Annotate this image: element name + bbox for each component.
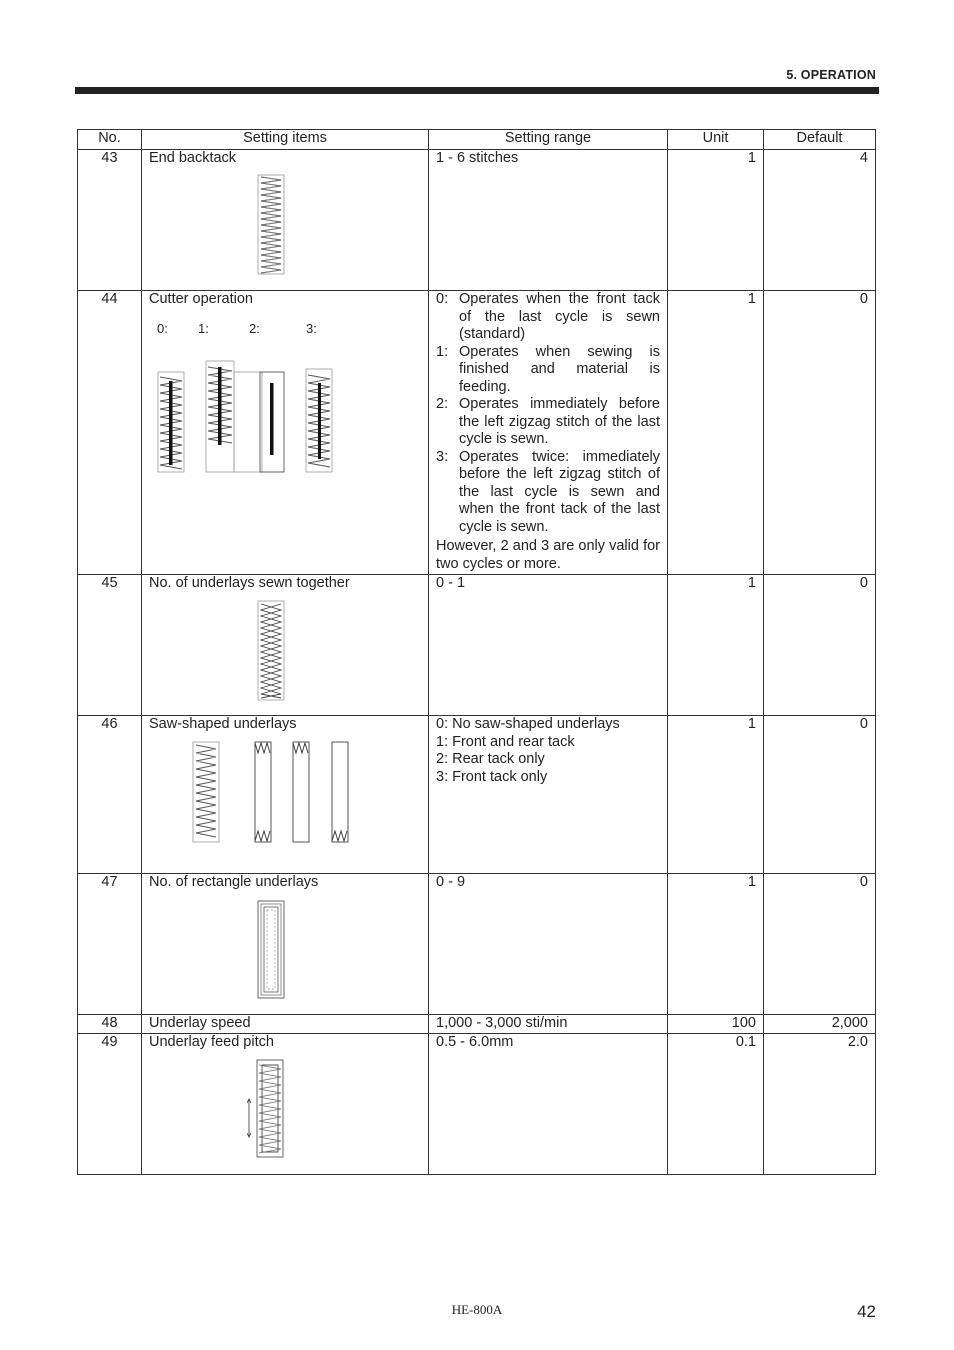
setting-item-label: Cutter operation	[149, 291, 253, 307]
table-header-row	[78, 130, 876, 150]
default-cell: 0	[764, 291, 876, 575]
range-option: 2: Operates immediately before the left zigzag stitch of the last cycle is sewn.	[436, 396, 660, 447]
unit-cell: 1	[668, 291, 764, 575]
setting-item-cell	[142, 150, 429, 291]
range-line: 1: Front and rear tack	[436, 733, 575, 750]
option-label: 1:	[198, 320, 209, 336]
option-label: 0:	[157, 320, 168, 336]
section-label: 5. OPERATION	[786, 68, 876, 82]
rectangle-underlays-illustration	[257, 900, 421, 1000]
table-row	[78, 716, 876, 874]
header-rule	[75, 87, 879, 94]
table-row	[78, 874, 876, 1015]
setting-range-cell: 0 - 1	[429, 575, 668, 716]
setting-item-cell	[142, 716, 429, 874]
row-number: 47	[78, 874, 142, 1015]
table-row	[78, 291, 876, 575]
unit-cell: 1	[668, 874, 764, 1015]
range-option: 1: Operates when sewing is finished and material is feeding.	[436, 343, 660, 395]
unit-cell: 1	[668, 716, 764, 874]
row-number: 46	[78, 716, 142, 874]
table-row	[78, 1015, 876, 1034]
end-backtack-illustration	[257, 174, 421, 276]
footer-model: HE-800A	[451, 1302, 503, 1317]
settings-table	[77, 129, 876, 1175]
setting-range-cell	[429, 291, 668, 575]
range-line: 3: Front tack only	[436, 768, 548, 785]
table-row	[78, 150, 876, 291]
cutter-operation-illustration	[156, 359, 421, 475]
row-number: 45	[78, 575, 142, 716]
saw-shaped-underlays-illustration	[192, 741, 421, 845]
header-default: Default	[764, 130, 876, 150]
setting-item-cell	[142, 874, 429, 1015]
setting-item-label: Saw-shaped underlays	[149, 716, 297, 732]
unit-cell: 1	[668, 575, 764, 716]
header-setting-items: Setting items	[142, 130, 429, 150]
default-cell: 2.0	[764, 1033, 876, 1174]
setting-item-cell	[142, 291, 429, 575]
table-row	[78, 575, 876, 716]
setting-item-label: Underlay feed pitch	[149, 1033, 274, 1050]
default-cell: 4	[764, 150, 876, 291]
default-cell: 0	[764, 575, 876, 716]
setting-range-cell: 0.5 - 6.0mm	[429, 1033, 668, 1174]
unit-cell: 1	[668, 150, 764, 291]
setting-range-cell	[429, 716, 668, 874]
range-line: 0: No saw-shaped underlays	[436, 716, 620, 732]
setting-item-label: No. of underlays sewn together	[149, 575, 350, 591]
default-cell: 0	[764, 874, 876, 1015]
unit-cell: 0.1	[668, 1033, 764, 1174]
cutter-range-list	[436, 291, 660, 536]
setting-item-label: End backtack	[149, 150, 237, 166]
setting-item-cell	[142, 1033, 429, 1174]
setting-range-cell: 0 - 9	[429, 874, 668, 1015]
setting-item-label: No. of rectangle underlays	[149, 874, 319, 890]
cutter-option-labels	[149, 320, 421, 338]
range-option: 3: Operates twice: immediately before the left zigzag stitch of the last cycle is sewn and when the front tack of the last cycle is sewn.	[436, 448, 660, 535]
range-option: 0: Operates when the front tack of the last cycle is sewn (standard)	[436, 291, 660, 342]
range-line: 2: Rear tack only	[436, 751, 545, 767]
table-row	[78, 1033, 876, 1174]
range-note: However, 2 and 3 are only valid for two cycles or more.	[436, 538, 660, 572]
row-number: 49	[78, 1033, 142, 1174]
default-cell: 2,000	[764, 1015, 876, 1034]
header-unit: Unit	[668, 130, 764, 150]
setting-range-cell: 1,000 - 3,000 sti/min	[429, 1015, 668, 1034]
setting-item-label: Underlay speed	[142, 1015, 429, 1034]
header-no: No.	[78, 130, 142, 150]
unit-cell: 100	[668, 1015, 764, 1034]
default-cell: 0	[764, 716, 876, 874]
option-label: 3:	[306, 320, 317, 336]
setting-item-cell	[142, 575, 429, 716]
underlay-feed-pitch-illustration	[247, 1059, 421, 1159]
row-number: 44	[78, 291, 142, 575]
setting-range-cell: 1 - 6 stitches	[429, 150, 668, 291]
row-number: 43	[78, 150, 142, 291]
option-label: 2:	[249, 320, 260, 336]
row-number: 48	[78, 1015, 142, 1034]
underlays-sewn-together-illustration	[257, 600, 421, 702]
header-setting-range: Setting range	[429, 130, 668, 150]
page-number: 42	[857, 1302, 876, 1321]
